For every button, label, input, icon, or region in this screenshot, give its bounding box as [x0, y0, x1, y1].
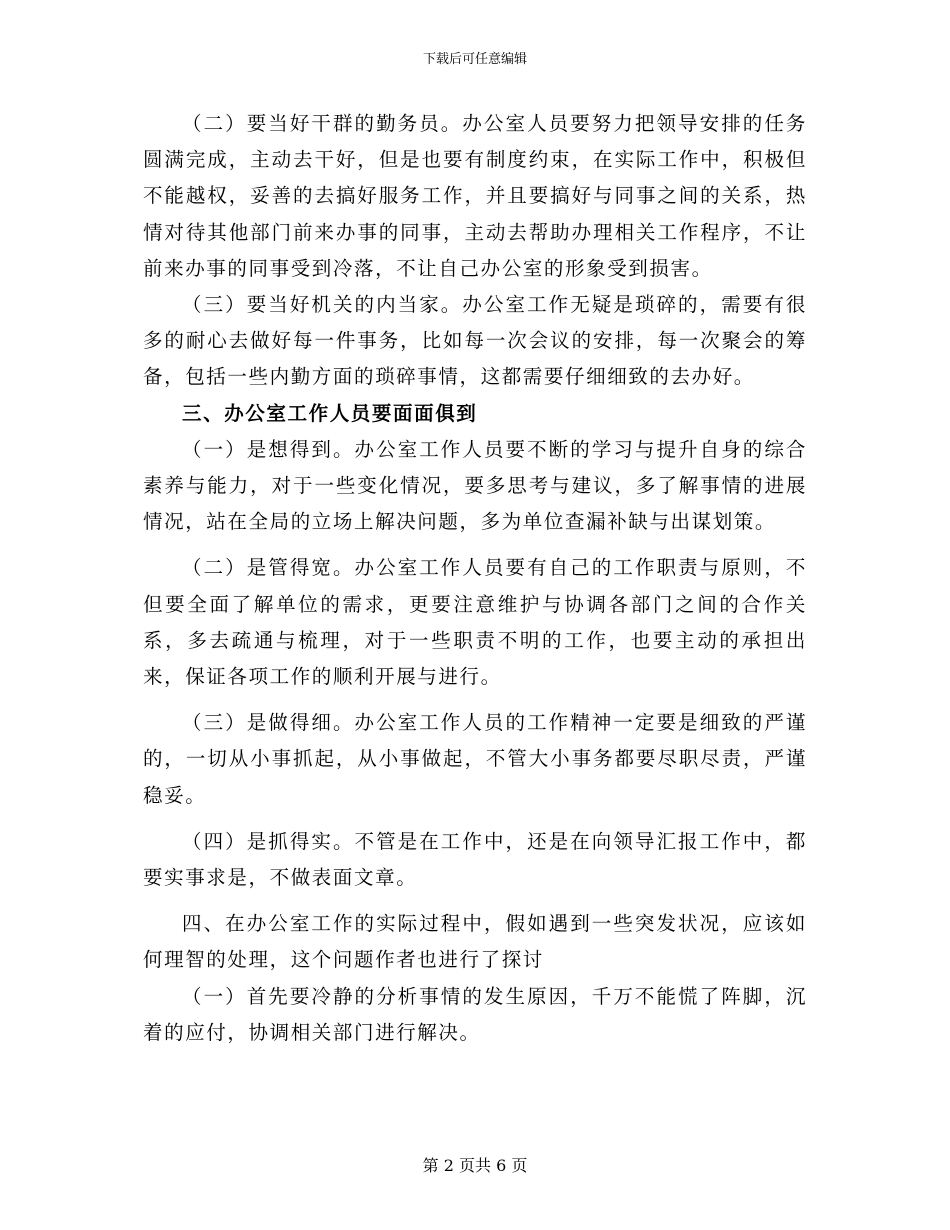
document-body	[143, 106, 807, 1051]
section-heading-three: 三、办公室工作人员要面面俱到	[182, 401, 478, 425]
section-four-intro: 四、在办公室工作的实际过程中，假如遇到一些突发状况，应该如何理智的处理，这个问题作者也进行了探讨	[143, 912, 807, 972]
page-header: 下载后可任意编辑	[422, 52, 527, 67]
paragraph-housekeeper: （三）要当好机关的内当家。办公室工作无疑是琐碎的，需要有很多的耐心去做好每一件事务，比如每一次会议的安排，每一次聚会的筹备，包括一些内勤方面的琐碎事情，这都需要仔细细致的去办好。	[143, 293, 807, 389]
page-footer-page-number: 第 2 页共 6 页	[422, 1156, 528, 1175]
paragraph-think-ahead: （一）是想得到。办公室工作人员要不断的学习与提升自身的综合素养与能力，对于一些变化情况，要多思考与建议，多了解事情的进展情况，站在全局的立场上解决问题，多为单位查漏补缺与出谋划策。	[143, 437, 807, 534]
paragraph-service-staff: （二）要当好干群的勤务员。办公室人员要努力把领导安排的任务圆满完成，主动去干好，但是也要有制度约束，在实际工作中，积极但不能越权，妥善的去搞好服务工作，并且要搞好与同事之间的关系，热情对待其他部门前来办事的同事，主动去帮助办理相关工作程序，不让前来办事的同事受到冷落，不让自己办公室的形象受到损害。	[143, 112, 807, 280]
paragraph-practical: （四）是抓得实。不管是在工作中，还是在向领导汇报工作中，都要实事求是，不做表面文章。	[143, 829, 807, 890]
paragraph-attention-to-detail: （三）是做得细。办公室工作人员的工作精神一定要是细致的严谨的，一切从小事抓起，从小事做起，不管大小事务都要尽职尽责，严谨稳妥。	[143, 711, 807, 807]
paragraph-broad-management: （二）是管得宽。办公室工作人员要有自己的工作职责与原则，不但要全面了解单位的需求，更要注意维护与协调各部门之间的合作关系，多去疏通与梳理，对于一些职责不明的工作，也要主动的承担出来，保证各项工作的顺利开展与进行。	[143, 556, 807, 689]
paragraph-calm-analysis: （一）首先要冷静的分析事情的发生原因，千万不能慌了阵脚，沉着的应付，协调相关部门进行解决。	[143, 984, 807, 1044]
